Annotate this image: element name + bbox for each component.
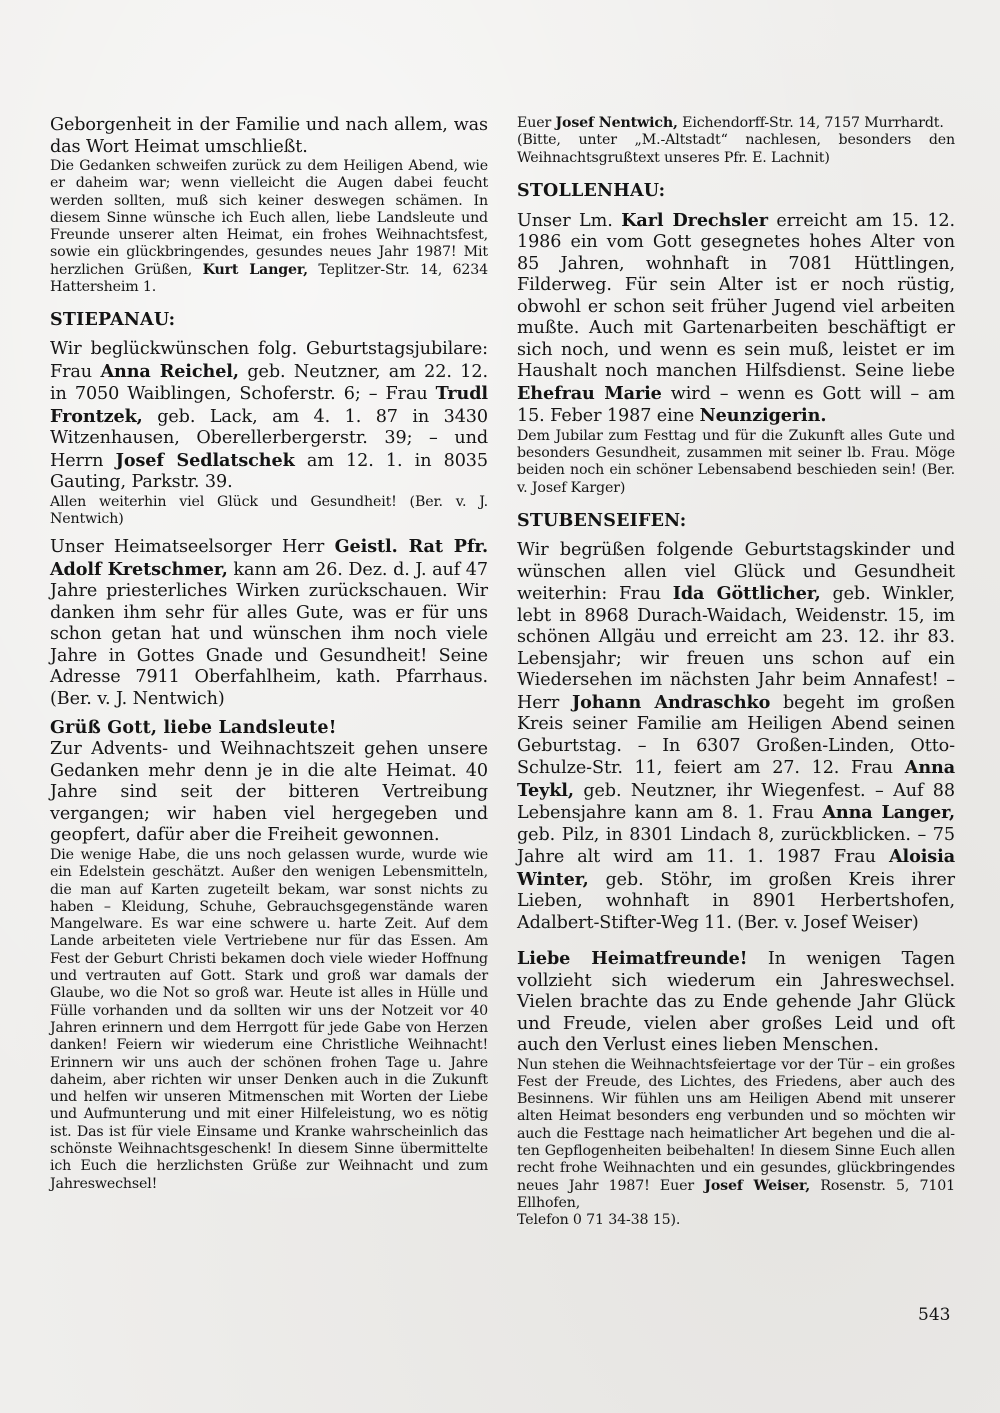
nentwich-note: (Bitte, unter „M.-Altstadt“ nachlesen, besonders den Weihnachtsgrußtext unseres Pfr. E. Lachnit): [517, 132, 955, 166]
bold-name: Trudl Frontzek,: [50, 383, 488, 427]
left-column: [50, 115, 488, 1193]
stiepanau-wishes-text: Allen weiterhin viel Glück und Gesundheit! (Ber. v. J. Nentwich): [50, 493, 488, 528]
weiser-phone: Telefon 0 71 34-38 15).: [517, 1212, 681, 1229]
stollenhau-paragraph: Unser Lm. Karl Drechsler erreicht am 15. 12. 1986 ein vom Gott gesegnetes hohes Alter von 85 Jahren, wohnhaft in 7081 Hüttlingen, Filderweg. Für sein Alter ist er noch rüstig, obwohl er schon seit früher Jugend viel arbeiten mußte. Auch mit Gartenarbeiten beschäftigt er sich noch, und wenn es sein muß, leistet er im Haushalt noch manchen Hilfsdienst. Seine liebe Ehefrau Marie wird – wenn es Gott will – am 15. Feber 1987 eine Neunzigerin.: [517, 209, 955, 427]
section-heading-stubenseifen: STUBENSEIFEN:: [517, 511, 687, 532]
bold-name: Anna Reichel,: [100, 360, 239, 382]
stollenhau-wishes-text: Dem Jubilar zum Festtag und für die Zukunft alles Gute und besonders Gesundheit, zusammen mit seiner lb. Frau. Möge beiden noch ein schöner Lebensabend beschieden sein! (Ber. v. Josef Karger): [517, 427, 955, 496]
bold-name: Liebe Heimatfreunde!: [517, 948, 748, 970]
bold-name: Ehefrau Marie: [517, 382, 662, 404]
stubenseifen-paragraph: Wir begrüßen folgende Geburtstagskinder und wünschen allen viel Glück und Gesundheit weiterhin: Frau Ida Göttlicher, geb. Winkler, lebt in 8968 Durach-Waidach, Weidenstr. 15, im schönen Allgäu und erreicht am 23. 12. ihr 83. Lebensjahr; wir freuen uns schon auf ein Wiedersehen im nächsten Jahr beim Annafest! – Herr Johann Andraschko begeht im großen Kreis seiner Familie am Heiligen Abend seinen Geburtstag. – In 6307 Großen-Linden, Otto-Schulze-Str. 11, feiert am 27. 12. Frau Anna Teykl, geb. Neutzner, ihr Wiegenfest. – Auf 88 Lebensjahre kann am 8. 1. Frau Anna Langer, geb. Pilz, in 8301 Lindach 8, zurückblicken. – 75 Jahre alt wird am 11. 1. 1987 Frau Aloisia Winter, geb. Stöhr, im großen Kreis ihrer Lieben, wohnhaft in 8901 Herbertshofen, Adalbert-Stifter-Weg 11. (Ber. v. Josef Weiser): [517, 540, 956, 933]
bold-name: Kurt Langer,: [202, 261, 308, 278]
intro-large-text: Geborgenheit in der Familie und nach allem, was das Wort Heimat umschließt.: [50, 115, 488, 157]
intro-greeting-paragraph: Die Gedanken schweifen zurück zu dem Heiligen Abend, wie er daheim war; wenn vielleicht die Augen dabei feucht werden sollten, muß sich keiner deswegen schämen. In diesem Sinne wünsche ich Euch allen, liebe Landsleute und Freunde unserer alten Heimat, ein frohes Weihnachtsfest, sowie ein glückbringendes, gesundes neues Jahr 1987! Mit herzlichen Grüßen, Kurt Langer, Teplitzer-Str. 14, 6234 Hattersheim 1.: [50, 158, 488, 296]
bold-name: Anna Teykl,: [517, 757, 955, 801]
heimatfreunde-paragraph: Liebe Heimatfreunde! In wenigen Tagen vollzieht sich wiederum ein Jahreswechsel. Vielen brachte das zu Ende gehende Jahr Glück und Freude, vielen aber großes Leid und oft auch den Verlust eines lieben Menschen.: [517, 948, 955, 1056]
section-heading-stollenhau: STOLLENHAU:: [517, 180, 666, 201]
kretschmer-paragraph: Unser Heimatseelsorger Herr Geistl. Rat Pfr. Adolf Kretschmer, kann am 26. Dez. d. J. auf 47 Jahre priesterliches Wirken zurückschauen. Wir danken ihm sehr für alles Gute, was er für uns schon getan hat und wünschen ihm noch viele Jahre in Gottes Gnade und Gesundheit! Seine Adresse 7911 Oberfahlheim, kath. Pfarrhaus. (Ber. v. J. Nentwich): [50, 536, 488, 709]
bold-name: Anna Langer,: [822, 802, 955, 824]
bold-name: Josef Weiser,: [704, 1177, 811, 1194]
bold-name: Ida Göttlicher,: [672, 583, 821, 605]
bold-name: Josef Sedlatschek: [115, 449, 295, 471]
section-heading-stiepanau: STIEPANAU:: [50, 310, 176, 331]
nentwich-signoff: Euer Josef Nentwich, Eichendorff-Str. 14, 7157 Murrhardt.: [517, 115, 944, 131]
stiepanau-birthdays-paragraph: Wir beglückwünschen folg. Geburtstagsjubilare: Frau Anna Reichel, geb. Neutzner, am 22. 12. in 7050 Waiblingen, Schoferstr. 6; – Frau Trudl Frontzek, geb. Lack, am 4. 1. 87 in 3430 Witzenhausen, Oberellerbergerstr. 39; – und Herrn Josef Sedlatschek am 12. 1. in 8035 Gauting, Parkstr. 39.: [50, 339, 488, 493]
heimatfreunde-small-paragraph: Nun stehen die Weihnachtsfeiertage vor der Tür – ein großes Fest der Freude, des Lichtes, des Friedens, aber auch des Besinnens. Wir fühlen uns am Heiligen Abend mit unserer alten Heimat besonders eng verbunden und so möchten wir auch die Festtage nach heimatlicher Art begehen und die alten Gepflogenheiten beibehalten! In diesem Sinne Euch allen recht frohe Weihnachten und ein gesundes, glückbringendes neues Jahr 1987! Euer Josef Weiser, Rosenstr. 5, 7101 Ellhofen,: [517, 1056, 955, 1211]
greeting-heading: Grüß Gott, liebe Landsleute!: [50, 718, 337, 739]
bold-name: Geistl. Rat Pfr. Adolf Kretschmer,: [50, 536, 488, 580]
bold-name: Neunzigerin.: [699, 405, 827, 427]
greeting-large-paragraph: Zur Advents- und Weihnachtszeit gehen unsere Gedanken mehr denn je in die alte Heimat. 40 Jahre sind seit der bitteren Vertreibung vergangen; wir haben viel hergegeben und geopfert, dafür aber die Freiheit gewonnen.: [50, 739, 488, 846]
right-column: [517, 115, 955, 1230]
bold-name: Johann Andraschko: [571, 691, 771, 713]
page-number: 543: [918, 1305, 951, 1325]
bold-name: Aloisia Winter,: [517, 846, 955, 890]
bold-name: Karl Drechsler: [621, 209, 768, 231]
greeting-small-paragraph: Die wenige Habe, die uns noch gelassen wurde, wurde wie ein Edelstein geschätzt. Außer den wenigen Lebensmitteln, die man auf Karten zugeteilt bekam, war sonst nichts zu haben – Kleidung, Schuhe, Gebrauchsgegenstände waren Mangelware. Es war eine schwere u. harte Zeit. Auf dem Lande arbeiteten viele Vertriebene nur für das Essen. Am Fest der Geburt Christi bekamen doch viele wieder Hoffnung und vertrauten auf Gott. Stark und groß war damals der Glaube, wo die Not so groß war. Heute ist alles in Hülle und Fülle vorhanden und da sollten wir uns der Notzeit vor 40 Jahren erinnern und dem Herrgott für jede Gabe von Herzen danken! Feiern wir wiederum eine Christliche Weihnacht! Erinnern wir uns auch der schönen frohen Tage u. Jahre daheim, aber richten wir unser Denken auch in die Zukunft und helfen wir unseren Mitmenschen mit Worten der Liebe und Aufmunterung und mit einer Hilfeleistung, wo es nötig ist. Das ist für viele Einsame und Kranke wahrscheinlich das schönste Weihnachtsgeschenk! In diesem Sinne übermittelte ich Euch die herzlichsten Grüße zur Weihnacht und zum Jahreswechsel!: [50, 846, 488, 1192]
bold-name: Josef Nentwich,: [555, 115, 678, 131]
